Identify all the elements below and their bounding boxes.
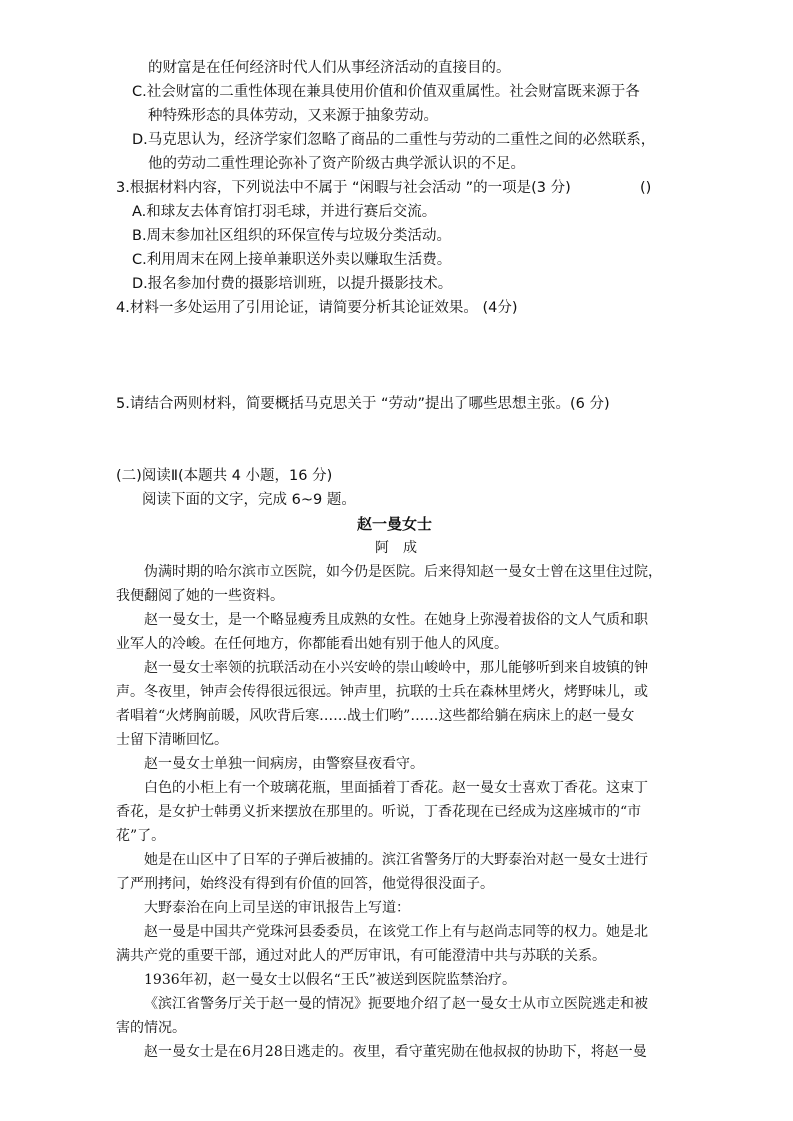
option-c-line2: 种特殊形态的具体劳动，又来源于抽象劳动。 (148, 108, 438, 124)
article-line: 赵一曼女士率领的抗联活动在小兴安岭的崇山峻岭中，那儿能够听到来自坡镇的钟 (144, 660, 648, 676)
article-line: 香花，是女护士韩勇义折来摆放在那里的。听说，丁香花现在已经成为这座城市的“市 (116, 804, 642, 820)
article-line: 赵一曼女士，是一个略显瘦秀且成熟的女性。在她身上弥漫着拔俗的文人气质和职 (144, 612, 648, 628)
article-line: 赵一曼女士单独一间病房，由警察昼夜看守。 (144, 756, 424, 772)
article-line: 《滨江省警务厅关于赵一曼的情况》扼要地介绍了赵一曼女士从市立医院逃走和被 (144, 996, 648, 1012)
article-title: 赵一曼女士 (357, 515, 433, 533)
article-line: 声。冬夜里，钟声会传得很远很远。钟声里，抗联的士兵在森林里烤火，烤野味儿，或 (116, 684, 648, 700)
article-line: 花”了。 (116, 828, 166, 844)
article-line: 赵一曼是中国共产党珠河县委委员，在该党工作上有与赵尚志同等的权力。她是北 (144, 924, 648, 940)
option-c-line1: C.社会财富的二重性体现在兼具使用价值和价值双重属性。社会财富既来源于各 (132, 84, 640, 100)
question-3-option-b: B.周末参加社区组织的环保宣传与垃圾分类活动。 (132, 228, 452, 244)
article-line: 她是在山区中了日军的子弹后被捕的。滨江省警务厅的大野泰治对赵一曼女士进行 (144, 852, 648, 868)
article-line: 业军人的冷峻。在任何地方，你都能看出她有别于他人的风度。 (116, 636, 508, 652)
article-line: 1936年初，赵一曼女士以假名“王氏”被送到医院监禁治疗。 (144, 972, 516, 988)
article-line: 赵一曼女士是在6月28日逃走的。夜里，看守董宪勋在他叔叔的协助下，将赵一曼 (144, 1044, 647, 1060)
section-2-heading: (二)阅读Ⅱ(本题共 4 小题，16 分) (116, 468, 333, 484)
article-line: 白色的小柜上有一个玻璃花瓶，里面插着丁香花。赵一曼女士喜欢丁香花。这束丁 (144, 780, 648, 796)
option-b-tail: 的财富是在任何经济时代人们从事经济活动的直接目的。 (148, 60, 511, 76)
question-3-option-c: C.利用周末在网上接单兼职送外卖以赚取生活费。 (132, 252, 452, 268)
article-line: 了严刑拷问，始终没有得到有价值的回答，他觉得很没面子。 (116, 876, 494, 892)
article-author: 阿成 (375, 540, 431, 556)
question-3-option-d: D.报名参加付费的摄影培训班，以提升摄影技术。 (132, 276, 453, 292)
question-4-stem: 4.材料一多处运用了引用论证，请简要分析其论证效果。 (4分) (116, 300, 518, 316)
question-3-option-a: A.和球友去体育馆打羽毛球，并进行赛后交流。 (132, 204, 437, 220)
question-3-answer-paren: () (640, 180, 652, 196)
option-d-line1: D.马克思认为，经济学家们忽略了商品的二重性与劳动的二重性之间的必然联系， (132, 132, 656, 148)
article-line: 害的情况。 (116, 1020, 186, 1036)
article-line: 我便翻阅了她的一些资料。 (116, 588, 284, 604)
question-5-stem: 5.请结合两则材料，简要概括马克思关于 “劳动”提出了哪些思想主张。(6 分) (116, 396, 610, 412)
article-line: 者唱着“火烤胸前暖，风吹背后寒……战士们哟”……这些都给躺在病床上的赵一曼女 (116, 708, 635, 724)
option-d-line2: 他的劳动二重性理论弥补了资产阶级古典学派认识的不足。 (148, 156, 525, 172)
article-line: 大野泰治在向上司呈送的审讯报告上写道： (144, 900, 410, 916)
section-2-instruction: 阅读下面的文字，完成 6~9 题。 (142, 492, 356, 508)
article-line: 满共产党的重要干部，通过对此人的严厉审讯，有可能澄清中共与苏联的关系。 (116, 948, 606, 964)
article-line: 伪满时期的哈尔滨市立医院，如今仍是医院。后来得知赵一曼女士曾在这里住过院， (144, 564, 662, 580)
article-line: 士留下清晰回忆。 (116, 732, 228, 748)
question-3-stem: 3.根据材料内容，下列说法中不属于 “闲暇与社会活动 ”的一项是(3 分) (116, 180, 571, 196)
